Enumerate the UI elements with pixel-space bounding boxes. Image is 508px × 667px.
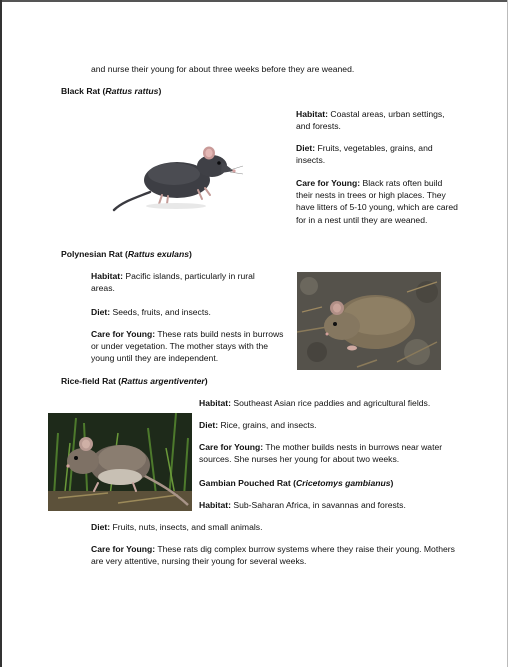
gambian-rat-diet: Diet: Fruits, nuts, insects, and small animals.	[91, 522, 263, 532]
rice-field-rat-diet: Diet: Rice, grains, and insects.	[199, 420, 317, 430]
rice-field-rat-care: Care for Young: The mother builds nests in burrows near water sources. She nurses her young for about two weeks.	[199, 442, 443, 465]
intro-text: and nurse their young for about three weeks before they are weaned.	[91, 64, 355, 74]
gambian-rat-habitat: Habitat: Sub-Saharan Africa, in savannas and forests.	[199, 500, 406, 510]
page-left-edge	[0, 0, 2, 667]
black-rat-habitat: Habitat: Coastal areas, urban settings, and forests.	[296, 109, 445, 132]
page-top-edge	[0, 0, 508, 2]
black-rat-heading: Black Rat (Rattus rattus)	[61, 86, 162, 96]
polynesian-rat-habitat: Habitat: Pacific islands, particularly in rural areas.	[91, 271, 255, 294]
gambian-rat-heading: Gambian Pouched Rat (Cricetomys gambianus)	[199, 478, 394, 488]
black-rat-photo	[110, 140, 245, 220]
rice-field-rat-photo	[48, 413, 192, 511]
rice-field-rat-heading: Rice-field Rat (Rattus argentiventer)	[61, 376, 208, 386]
polynesian-rat-heading: Polynesian Rat (Rattus exulans)	[61, 249, 192, 259]
polynesian-rat-care: Care for Young: These rats build nests in burrows or under vegetation. The mother stays with the young until they are independent.	[91, 329, 284, 364]
polynesian-rat-photo	[297, 272, 441, 370]
black-rat-care: Care for Young: Black rats often build their nests in trees or high places. They have litters of 5-10 young, which are cared for in a nest until they are weaned.	[296, 178, 458, 225]
rice-field-rat-habitat: Habitat: Southeast Asian rice paddies and agricultural fields.	[199, 398, 431, 408]
gambian-rat-care: Care for Young: These rats dig complex burrow systems where they raise their young. Mothers are very attentive, nursing their young for several weeks.	[91, 544, 455, 567]
polynesian-rat-diet: Diet: Seeds, fruits, and insects.	[91, 307, 211, 317]
black-rat-diet: Diet: Fruits, vegetables, grains, and insects.	[296, 143, 433, 166]
